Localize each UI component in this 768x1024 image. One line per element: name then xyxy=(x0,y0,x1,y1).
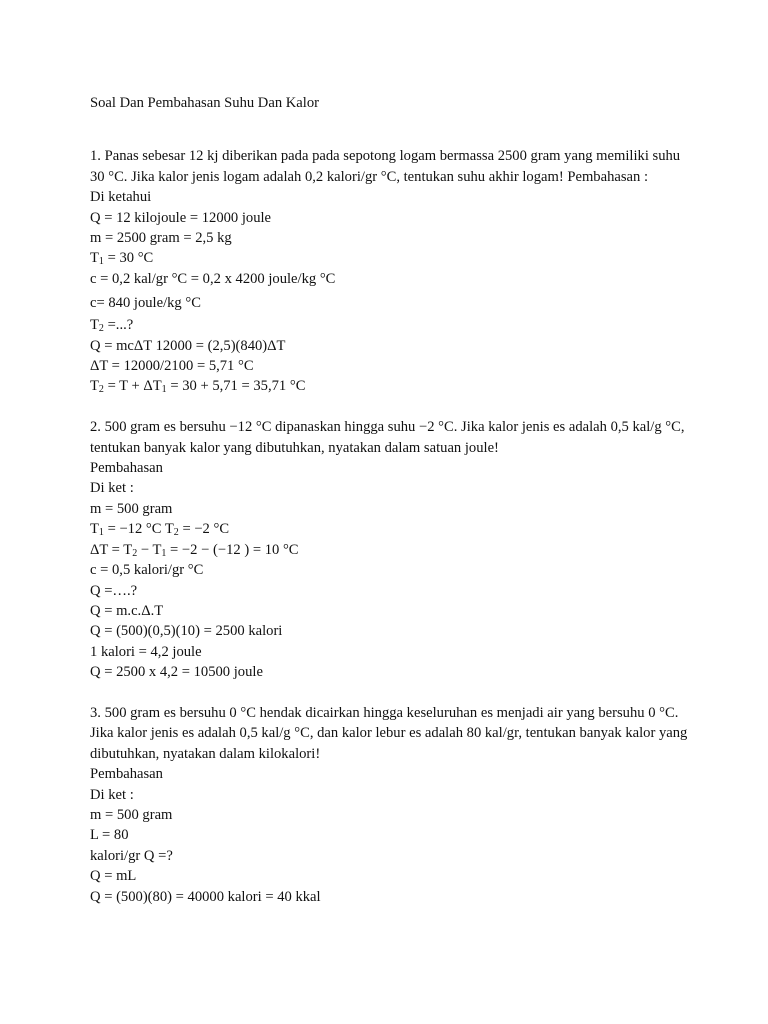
spacer xyxy=(90,683,690,703)
problem-2-line: Q = (500)(0,5)(10) = 2500 kalori xyxy=(90,623,283,640)
problem-2-line: $\Delta T = T_2 - T_1 = -2 - (-12$ ) = 10 °C xyxy=(90,541,299,559)
problem-1-line: $T_2$ =...? xyxy=(90,317,134,335)
problem-2-line: c = 0,5 kalori/gr °C xyxy=(90,562,204,579)
problem-3-question: 3. 500 gram es bersuhu 0 °C hendak dicairkan hingga keseluruhan es menjadi air yang bersuhu 0 °C. Jika kalor jenis es adalah 0,5 kal/g °C, dan kalor lebur es adalah 80 kal/gr, tentukan banyak kalor yang dibutuhkan, nyatakan dalam kilokalori! xyxy=(90,704,688,762)
problem-1-line: $T_2 = T + \Delta T_1 = 30 + 5,71 = 35,71$ °C xyxy=(90,378,306,396)
problem-3 xyxy=(90,703,690,907)
problem-2-line: Q = 2500 x 4,2 = 10500 joule xyxy=(90,664,263,681)
problem-1-line: m = 2500 gram = 2,5 kg xyxy=(90,230,232,247)
problem-1-line: $T_1 = 30$ °C xyxy=(90,250,154,268)
problem-1-line: c= 840 joule/kg °C xyxy=(90,295,201,312)
problem-1-line: c = 0,2 kal/gr °C = 0,2 x 4200 joule/kg °C xyxy=(90,270,336,287)
problem-3-line: Pembahasan xyxy=(90,766,163,783)
problem-3-line: Di ket : xyxy=(90,786,134,803)
problem-1-line: Q = mcΔT 12000 = (2,5)(840)ΔT xyxy=(90,337,286,354)
problem-2-line: $T_1 = -12$ °C $T_2 = -2$ °C xyxy=(90,521,230,539)
problem-2-question: 2. 500 gram es bersuhu −12 °C dipanaskan hingga suhu −2 °C. Jika kalor jenis es adalah 0,5 kal/g °C, tentukan banyak kalor yang dibutuhkan, nyatakan dalam satuan joule! xyxy=(90,419,685,456)
problem-3-line: m = 500 gram xyxy=(90,806,173,823)
problem-1-line: ΔT = 12000/2100 = 5,71 °C xyxy=(90,358,254,375)
problem-2-line: Q = m.c.Δ.T xyxy=(90,602,164,619)
problem-3-line: Q = mL xyxy=(90,868,137,885)
problem-2 xyxy=(90,417,690,682)
problem-1-line: Q = 12 kilojoule = 12000 joule xyxy=(90,209,272,226)
problem-3-line: Q = (500)(80) = 40000 kalori = 40 kkal xyxy=(90,888,321,905)
spacer xyxy=(90,113,690,146)
problem-1 xyxy=(90,146,690,396)
problem-2-line: Di ket : xyxy=(90,480,134,497)
problem-3-line: L = 80 xyxy=(90,827,129,844)
problem-2-line: m = 500 gram xyxy=(90,500,173,517)
problem-1-question: 1. Panas sebesar 12 kj diberikan pada pada sepotong logam bermassa 2500 gram yang memiliki suhu 30 °C. Jika kalor jenis logam adalah 0,2 kalori/gr °C, tentukan suhu akhir logam! Pembahasan : xyxy=(90,148,681,185)
problem-1-line: Di ketahui xyxy=(90,189,152,206)
spacer xyxy=(90,397,690,417)
problem-2-line: Q =….? xyxy=(90,582,138,599)
document-page xyxy=(90,93,690,907)
document-title: Soal Dan Pembahasan Suhu Dan Kalor xyxy=(90,95,319,111)
problem-2-line: 1 kalori = 4,2 joule xyxy=(90,643,202,660)
problem-3-line: kalori/gr Q =? xyxy=(90,847,173,864)
problem-2-line: Pembahasan xyxy=(90,460,163,477)
